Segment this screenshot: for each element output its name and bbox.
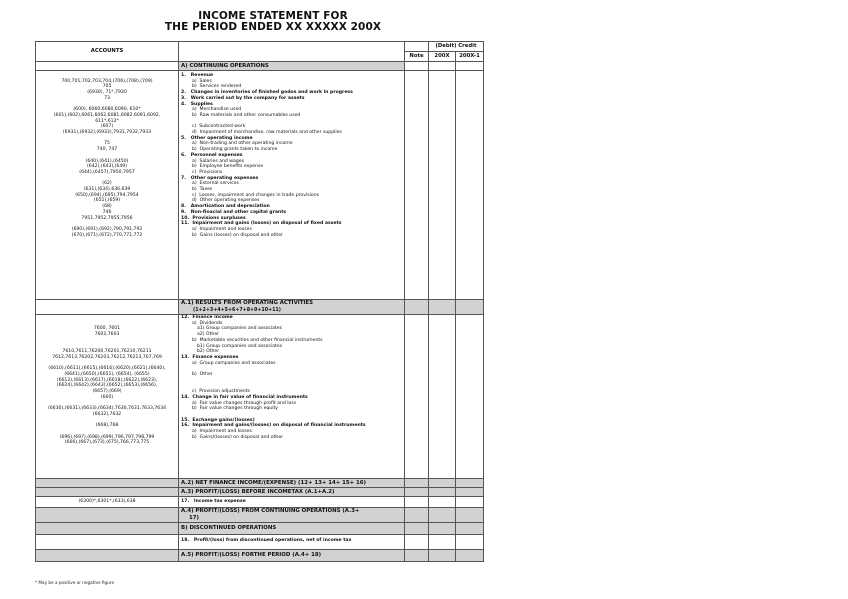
line-item: a) Salaries and wages [192, 158, 245, 164]
account-code-line: 7602,7603 [94, 332, 120, 338]
line-item: b) Marketable securities and other financial instruments [192, 337, 323, 343]
line-item: 13. Finance expenses [181, 354, 239, 360]
line-item: 5. Other operating income [181, 135, 253, 141]
line-item: a) Impairment and losses [192, 226, 252, 232]
year-current-header: 200X [429, 52, 456, 62]
account-code-line: (6612),(6613),(6617),(6618),(6622),(6623), [56, 377, 158, 383]
account-code-line: (6624),(6642),(6643),(6652),(6653),(6656), [56, 383, 158, 389]
line-item: b) Gains/(losses) on disposal and other [192, 434, 284, 440]
statement-title-line2: THE PERIOD ENDED XX XXXXX 200X [164, 21, 382, 33]
accounts-header: ACCOUNTS [36, 42, 179, 62]
account-code-line: (6632),7632 [92, 411, 122, 417]
account-code-line: (6610),(6611),(6615),(6616),(6620),(6621),(6640), [48, 366, 166, 372]
account-code-line: (62) [102, 181, 112, 187]
income-statement-table [35, 41, 484, 562]
section-a4: A.4) PROFIT/(LOSS) FROM CONTINUING OPERATIONS (A.3+ 17) [36, 508, 484, 523]
line-item: a) Dividends [192, 320, 223, 326]
discontinued-label: 18. Profit/(loss) from discontinued operations, net of income tax [181, 538, 352, 543]
operating-line-items [179, 71, 404, 238]
line-item: a1) Group companies and associates [197, 326, 282, 332]
line-item: 8. Amortisation and depreciation [181, 204, 270, 210]
line-item: a) Fair value changes through profit and loss [192, 400, 297, 406]
account-code-line: 746 [102, 209, 112, 215]
account-code-line: (650),(694),(695),794,7954 [75, 192, 139, 198]
account-code-line: (670),(671),(672),770,771,772 [71, 232, 143, 238]
account-code-line: 7612,7613,76202,76203,76212,76213,767,769 [52, 354, 162, 360]
account-code-line: 7600, 7601 [93, 326, 121, 332]
line-item: 6. Personnel expenses [181, 152, 243, 158]
account-code-line: (600), 6060,6080,6090, 610* [73, 107, 141, 113]
line-item: b2) Other [197, 349, 220, 355]
line-item: a) Group companies and associates [192, 360, 276, 366]
operating-accounts [36, 71, 178, 238]
debit-credit-header: (Debit) Credit [429, 42, 484, 52]
line-item: 4. Supplies [181, 101, 213, 107]
account-code-line: (696),(697),(698),(699),796,797,798,799 [59, 434, 155, 440]
account-code-line: (68) [102, 204, 112, 210]
line-item: 12. Finance income [181, 315, 233, 320]
account-code-line: (6641),(6650),(6651), (6654), (6655) [64, 372, 150, 378]
line-item: 2. Changes in inventories of finished godos and work in progress [181, 90, 353, 96]
account-code-line: (668),768 [95, 423, 119, 429]
finance-block [36, 315, 484, 479]
year-prior-header: 200X-1 [456, 52, 484, 62]
line-item: b) Fair value changes through equity [192, 406, 279, 412]
statement-title-line1: INCOME STATEMENT FOR [198, 10, 348, 22]
account-code-line: (642),(643),(649) [87, 164, 127, 170]
header-row-1 [36, 42, 484, 52]
line-item: 15. Exchange gains/(losses) [181, 417, 255, 423]
line-item: a) Impairment and losses [192, 429, 252, 435]
account-code-line: 75 [104, 141, 110, 147]
line-item: 14. Change in fair value of financial instruments [181, 394, 308, 400]
line-item: d) Impairment of merchandise, raw materials and other supplies [192, 130, 342, 136]
account-code-line: 73 [104, 95, 110, 101]
account-code-line: (631),(634),636,639 [83, 187, 131, 193]
line-item: b) Employee benefits expense [192, 164, 264, 170]
account-code-line: (6630),(6631),(6633),(6634),7630,7631,7633,7634 [47, 406, 167, 412]
line-item: c) Losses, impairment and changes in trade provisions [192, 192, 320, 198]
account-code-line: (601),(602),6061,6062,6081,6082,6091,6092, [53, 112, 161, 118]
line-item: c) Provision adjustments [192, 389, 250, 395]
line-item: 10. Provisions surpluses [181, 215, 246, 221]
line-item: 16. Impairment and gains/(losses) on disposal of financial instruments [181, 423, 366, 429]
account-code-line: (6657),(669) [92, 389, 122, 395]
line-item: b) Taxes [192, 187, 213, 193]
line-item: a) External services [192, 181, 239, 187]
account-code-line: (690),(691),(692),790,791,792 [71, 226, 143, 232]
account-code-line: 7610,7611,76200,76201,76210,76211 [62, 349, 152, 355]
account-code-line: (660) [100, 394, 114, 400]
line-item: b) Services rendered [192, 84, 242, 90]
section-continuing: A) CONTINUING OPERATIONS [36, 62, 484, 71]
account-code-line: (6930), 71*,7930 [87, 90, 127, 96]
line-item: c) Provisions [192, 169, 223, 175]
account-code-line: (640),(641),(6450) [85, 158, 129, 164]
line-item: 3. Work carried out by the company for assets [181, 95, 305, 101]
line-item: 9. Non-finacial and other capital grants [181, 209, 287, 215]
line-item: b) Gains (losses) on disposal and other [192, 232, 283, 238]
tax-label: 17. Income tax expense [181, 499, 246, 504]
line-item: 11. Impairment and gains (losses) on disposal of fixed assets [181, 221, 342, 227]
account-code-line: (651),(659) [93, 198, 121, 204]
line-item: d) Other operating expenses [192, 198, 260, 204]
account-code-line: (6931),(6932),(6933),7931,7932,7933 [62, 130, 152, 136]
section-a5: A.5) PROFIT/(LOSS) FORTHE PERIOD (A.4+ 18) [36, 550, 484, 562]
note-header: Note [405, 52, 429, 62]
finance-accounts [36, 315, 178, 452]
line-item: b1) Group companies and associates [197, 343, 283, 349]
finance-line-items [179, 315, 404, 440]
account-code-line [38, 446, 176, 452]
account-code-line: 705 [102, 84, 112, 90]
section-a2: A.2) NET FINANCE INCOME/(EXPENSE) (12+ 13+ 14+ 15+ 16) [36, 479, 484, 488]
account-code-line: 740, 747 [96, 147, 118, 153]
operating-block [36, 71, 484, 300]
account-code-line: (666),(667),(673),(675),766,773,775 [64, 440, 150, 446]
line-item: a) Merchandise used [192, 107, 242, 113]
line-item: 1. Revenue [181, 73, 214, 78]
account-code-line: 7951,7952,7955,7956 [81, 215, 133, 221]
footnote: * May be a positive or negative figure [35, 580, 115, 585]
line-item: c) Subcontracted work [192, 124, 246, 130]
section-discontinued: B) DISCONTINUED OPERATIONS [36, 523, 484, 535]
tax-row [36, 497, 484, 508]
line-item: a2) Other [197, 332, 220, 338]
line-item: b) Other [192, 372, 213, 378]
account-code-line: 700,701,702,703,704,(706),(708),(709) [61, 78, 153, 84]
account-code-line: (607) [100, 124, 114, 130]
line-item: a) Non-trading and other operating income [192, 141, 293, 147]
section-a3: A.3) PROFIT/(LOSS) BEFORE INCOMETAX (A.1+A.2) [36, 488, 484, 497]
account-code-line: 611*,612* [95, 118, 119, 124]
discontinued-row [36, 535, 484, 550]
section-a1: A.1) RESULTS FROM OPERATING ACTIVITIES (1+2+3+4+5+6+7+8+9+10+11) [36, 300, 484, 315]
account-code-line: (644),(6457),7950,7957 [79, 169, 135, 175]
line-item: b) Operating grants taken to income [192, 147, 278, 153]
line-item: 7. Other operating expenses [181, 175, 259, 181]
line-item: b) Raw materials and other consumables used [192, 112, 301, 118]
tax-accounts: (6300)*,6301*,(633),638 [78, 499, 136, 504]
line-item: a) Sales [192, 78, 212, 84]
